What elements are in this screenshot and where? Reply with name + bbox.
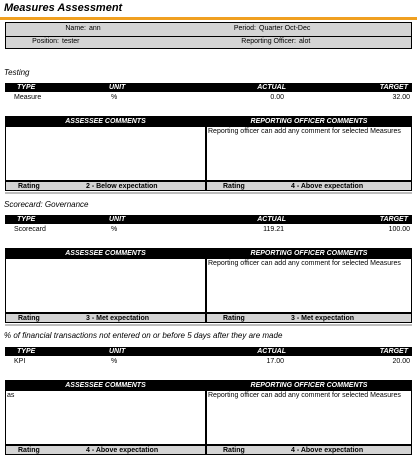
measure-actual: 0.00 (270, 94, 284, 101)
column-actual: ACTUAL (257, 84, 286, 91)
comments-block (5, 380, 412, 458)
assessee-comments-header: ASSESSEE COMMENTS (6, 117, 205, 127)
title-divider (0, 17, 417, 20)
officer-rating[interactable] (206, 445, 412, 455)
officer-comments-header: REPORTING OFFICER COMMENTS (207, 117, 411, 127)
column-type: TYPE (17, 216, 36, 223)
assessee-rating-value: 3 - Met expectation (86, 315, 150, 322)
officer-rating-value: 3 - Met expectation (291, 315, 355, 322)
column-unit: UNIT (109, 84, 126, 91)
column-actual: ACTUAL (257, 216, 286, 223)
measure-table-header (5, 83, 412, 92)
info-row-name-period (6, 24, 411, 36)
position-label: Position: (32, 38, 59, 45)
column-target: TARGET (379, 84, 408, 91)
rating-label: Rating (223, 315, 245, 322)
column-type: TYPE (17, 348, 36, 355)
name-value: ann (89, 25, 101, 32)
column-type: TYPE (17, 84, 36, 91)
comments-block (5, 248, 412, 326)
measure-type: Measure (14, 94, 42, 101)
assessee-rating[interactable] (5, 313, 206, 323)
officer-comments-box[interactable] (206, 248, 412, 313)
officer-comment-text: Reporting officer can add any comment for selected Measures (208, 260, 401, 267)
column-target: TARGET (379, 348, 408, 355)
measure-target: 32.00 (392, 94, 410, 101)
measure-target: 20.00 (392, 358, 410, 365)
measure-row (5, 357, 412, 366)
measure-type: KPI (14, 358, 26, 365)
assessee-comments-header: ASSESSEE COMMENTS (6, 249, 205, 259)
measure-row (5, 93, 412, 102)
section-divider (5, 324, 412, 326)
rating-label: Rating (223, 447, 245, 454)
assessee-comments-box[interactable] (5, 248, 206, 313)
column-target: TARGET (379, 216, 408, 223)
column-unit: UNIT (109, 348, 126, 355)
rating-label: Rating (223, 183, 245, 190)
measure-actual: 17.00 (266, 358, 284, 365)
officer-comments-box[interactable] (206, 380, 412, 445)
measure-unit: % (111, 94, 118, 101)
measure-table-header (5, 347, 412, 356)
assessee-comments-box[interactable] (5, 116, 206, 181)
comments-block (5, 116, 412, 194)
measure-table-header (5, 215, 412, 224)
assessee-comments-box[interactable] (5, 380, 206, 445)
assessee-rating[interactable] (5, 445, 206, 455)
officer-comments-header: REPORTING OFFICER COMMENTS (207, 249, 411, 259)
officer-comments-header: REPORTING OFFICER COMMENTS (207, 381, 411, 391)
reporting-officer-label: Reporting Officer: (241, 38, 296, 45)
position-value: tester (62, 38, 80, 45)
period-value: Quarter Oct-Dec (259, 25, 311, 32)
measure-actual: 119.21 (263, 226, 284, 233)
column-unit: UNIT (109, 216, 126, 223)
section-divider (5, 192, 412, 194)
measure-target: 100.00 (388, 226, 410, 233)
name-label: Name: (65, 25, 86, 32)
officer-comment-text: Reporting officer can add any comment for selected Measures (208, 392, 401, 399)
reporting-officer-value: alot (299, 38, 311, 45)
period-label: Period: (233, 25, 256, 32)
rating-label: Rating (18, 447, 40, 454)
column-actual: ACTUAL (257, 348, 286, 355)
measure-unit: % (111, 226, 118, 233)
measure-row (5, 225, 412, 234)
section-title: Testing (4, 68, 30, 77)
assessee-comment-text: as (7, 392, 15, 399)
measure-type: Scorecard (14, 226, 46, 233)
assessee-rating-value: 4 - Above expectation (86, 447, 159, 454)
officer-comments-box[interactable] (206, 116, 412, 181)
info-row-position-officer (6, 36, 411, 48)
officer-rating[interactable] (206, 313, 412, 323)
officer-rating-value: 4 - Above expectation (291, 183, 364, 190)
page-title: Measures Assessment (4, 2, 123, 14)
section-title: Scorecard: Governance (4, 200, 89, 209)
rating-label: Rating (18, 315, 40, 322)
assessee-rating-value: 2 - Below expectation (86, 183, 158, 190)
measure-unit: % (111, 358, 118, 365)
employee-info-panel (5, 22, 412, 49)
officer-rating[interactable] (206, 181, 412, 191)
assessee-rating[interactable] (5, 181, 206, 191)
officer-comment-text: Reporting officer can add any comment for selected Measures (208, 128, 401, 135)
assessee-comments-header: ASSESSEE COMMENTS (6, 381, 205, 391)
section-title: % of financial transactions not entered on or before 5 days after they are made (4, 331, 283, 340)
officer-rating-value: 4 - Above expectation (291, 447, 364, 454)
rating-label: Rating (18, 183, 40, 190)
